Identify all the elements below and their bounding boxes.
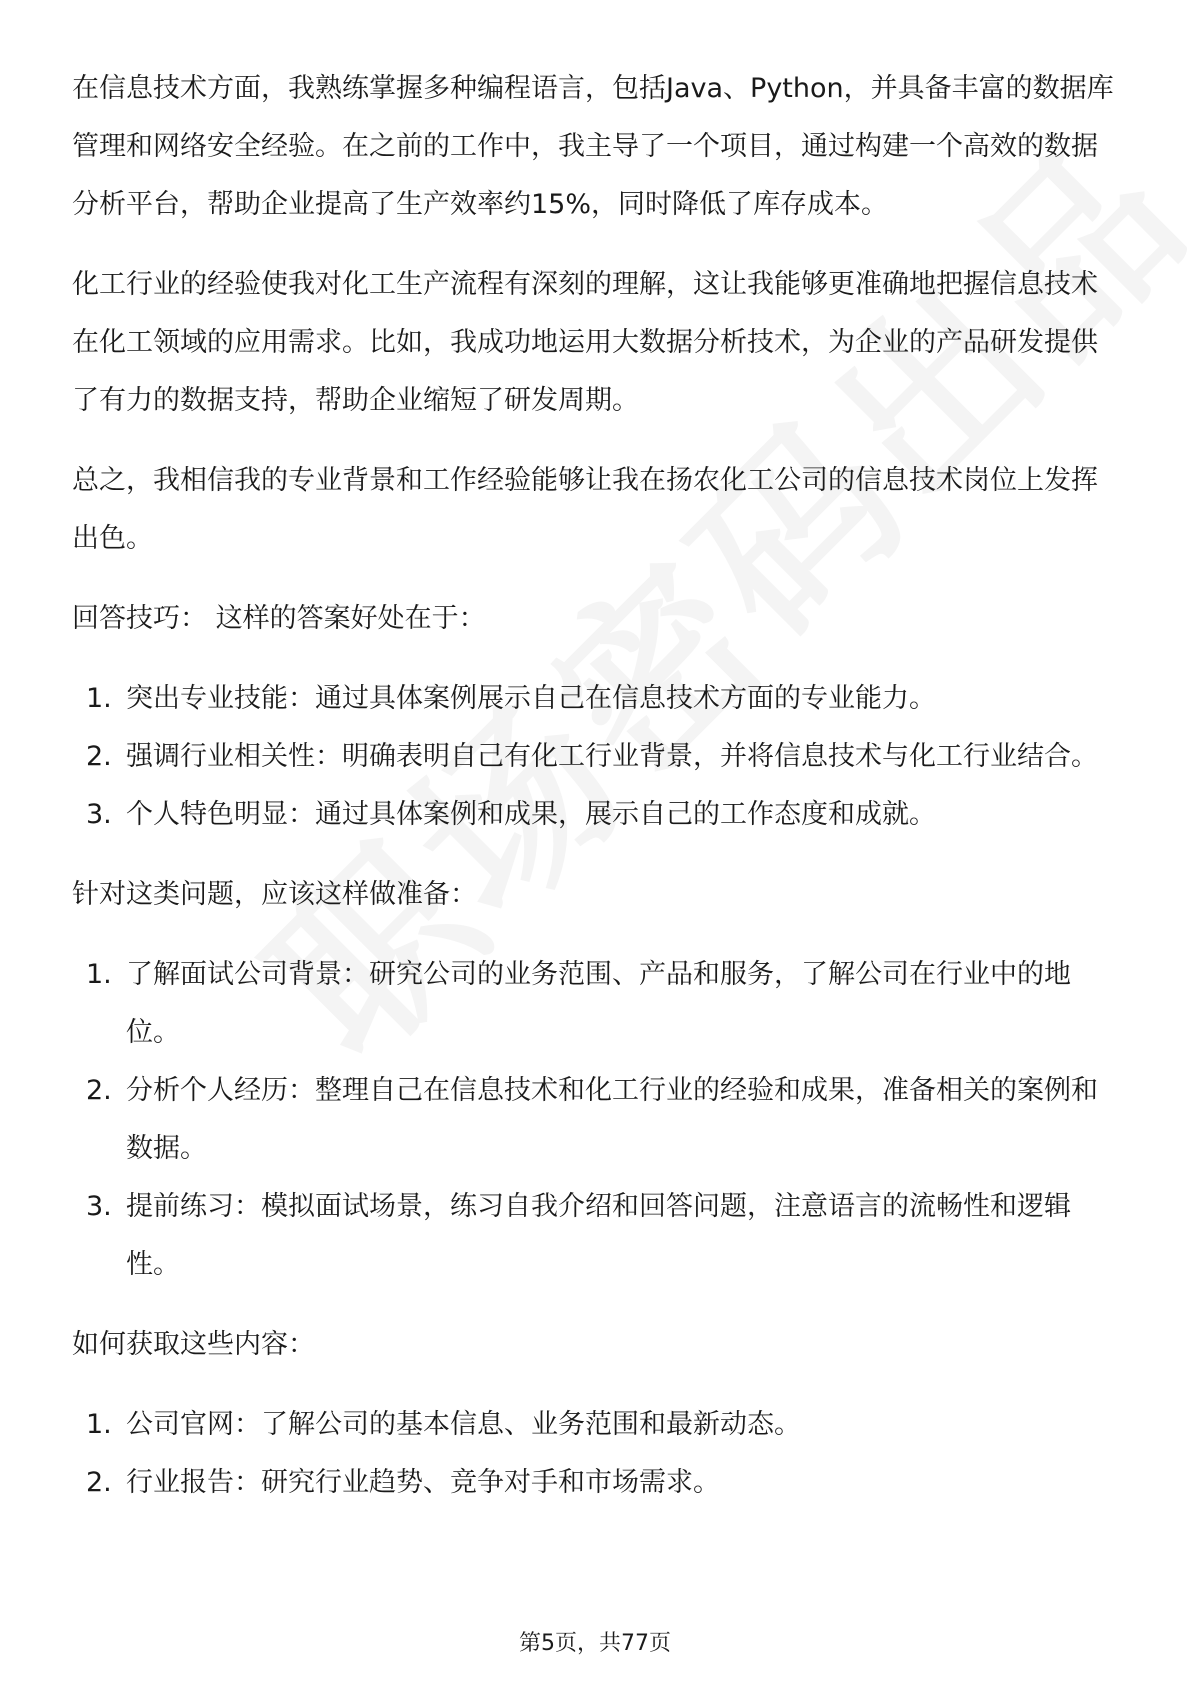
- list-answer-tips: [72, 670, 1122, 844]
- list-item-text: 行业报告：研究行业趋势、竞争对手和市场需求。: [126, 1467, 720, 1498]
- list-item-text: 公司官网：了解公司的基本信息、业务范围和最新动态。: [126, 1409, 801, 1440]
- list-item-number: 3.: [86, 799, 112, 830]
- heading-how-to-obtain: 如何获取这些内容：: [72, 1329, 315, 1360]
- list-item: [72, 1062, 1122, 1178]
- list-item: [72, 1178, 1122, 1294]
- list-item-text: 分析个人经历：整理自己在信息技术和化工行业的经验和成果，准备相关的案例和数据。: [126, 1075, 1098, 1164]
- paragraph-summary: 总之，我相信我的专业背景和工作经验能够让我在扬农化工公司的信息技术岗位上发挥出色。: [72, 465, 1098, 554]
- list-item-number: 1.: [86, 683, 112, 714]
- list-item: [72, 946, 1122, 1062]
- heading-preparation: 针对这类问题，应该这样做准备：: [72, 879, 477, 910]
- list-item-number: 2.: [86, 1467, 112, 1498]
- list-item-number: 2.: [86, 1075, 112, 1106]
- list-item: [72, 1396, 1122, 1454]
- list-item: [72, 670, 1122, 728]
- list-item-number: 3.: [86, 1191, 112, 1222]
- list-preparation: [72, 946, 1122, 1294]
- page-footer: 第5页，共77页: [519, 1631, 671, 1656]
- list-item: [72, 786, 1122, 844]
- list-item: [72, 1454, 1122, 1512]
- list-sources: [72, 1396, 1122, 1512]
- list-item-number: 1.: [86, 1409, 112, 1440]
- list-item-number: 1.: [86, 959, 112, 990]
- paragraph-it-skills: 在信息技术方面，我熟练掌握多种编程语言，包括Java、Python，并具备丰富的数据库管理和网络安全经验。在之前的工作中，我主导了一个项目，通过构建一个高效的数据分析平台，帮助企业提高了生产效率约15%，同时降低了库存成本。: [72, 73, 1114, 220]
- heading-answer-tips: 回答技巧： 这样的答案好处在于：: [72, 603, 486, 634]
- list-item: [72, 728, 1122, 786]
- list-item-text: 提前练习：模拟面试场景，练习自我介绍和回答问题，注意语言的流畅性和逻辑性。: [126, 1191, 1071, 1280]
- list-item-text: 个人特色明显：通过具体案例和成果，展示自己的工作态度和成就。: [126, 799, 936, 830]
- list-item-number: 2.: [86, 741, 112, 772]
- list-item-text: 了解面试公司背景：研究公司的业务范围、产品和服务，了解公司在行业中的地位。: [126, 959, 1071, 1048]
- list-item-text: 突出专业技能：通过具体案例展示自己在信息技术方面的专业能力。: [126, 683, 936, 714]
- list-item-text: 强调行业相关性：明确表明自己有化工行业背景，并将信息技术与化工行业结合。: [126, 741, 1098, 772]
- paragraph-chem-experience: 化工行业的经验使我对化工生产流程有深刻的理解，这让我能够更准确地把握信息技术在化工领域的应用需求。比如，我成功地运用大数据分析技术，为企业的产品研发提供了有力的数据支持，帮助企业缩短了研发周期。: [72, 269, 1098, 416]
- document-body: [72, 60, 1122, 1534]
